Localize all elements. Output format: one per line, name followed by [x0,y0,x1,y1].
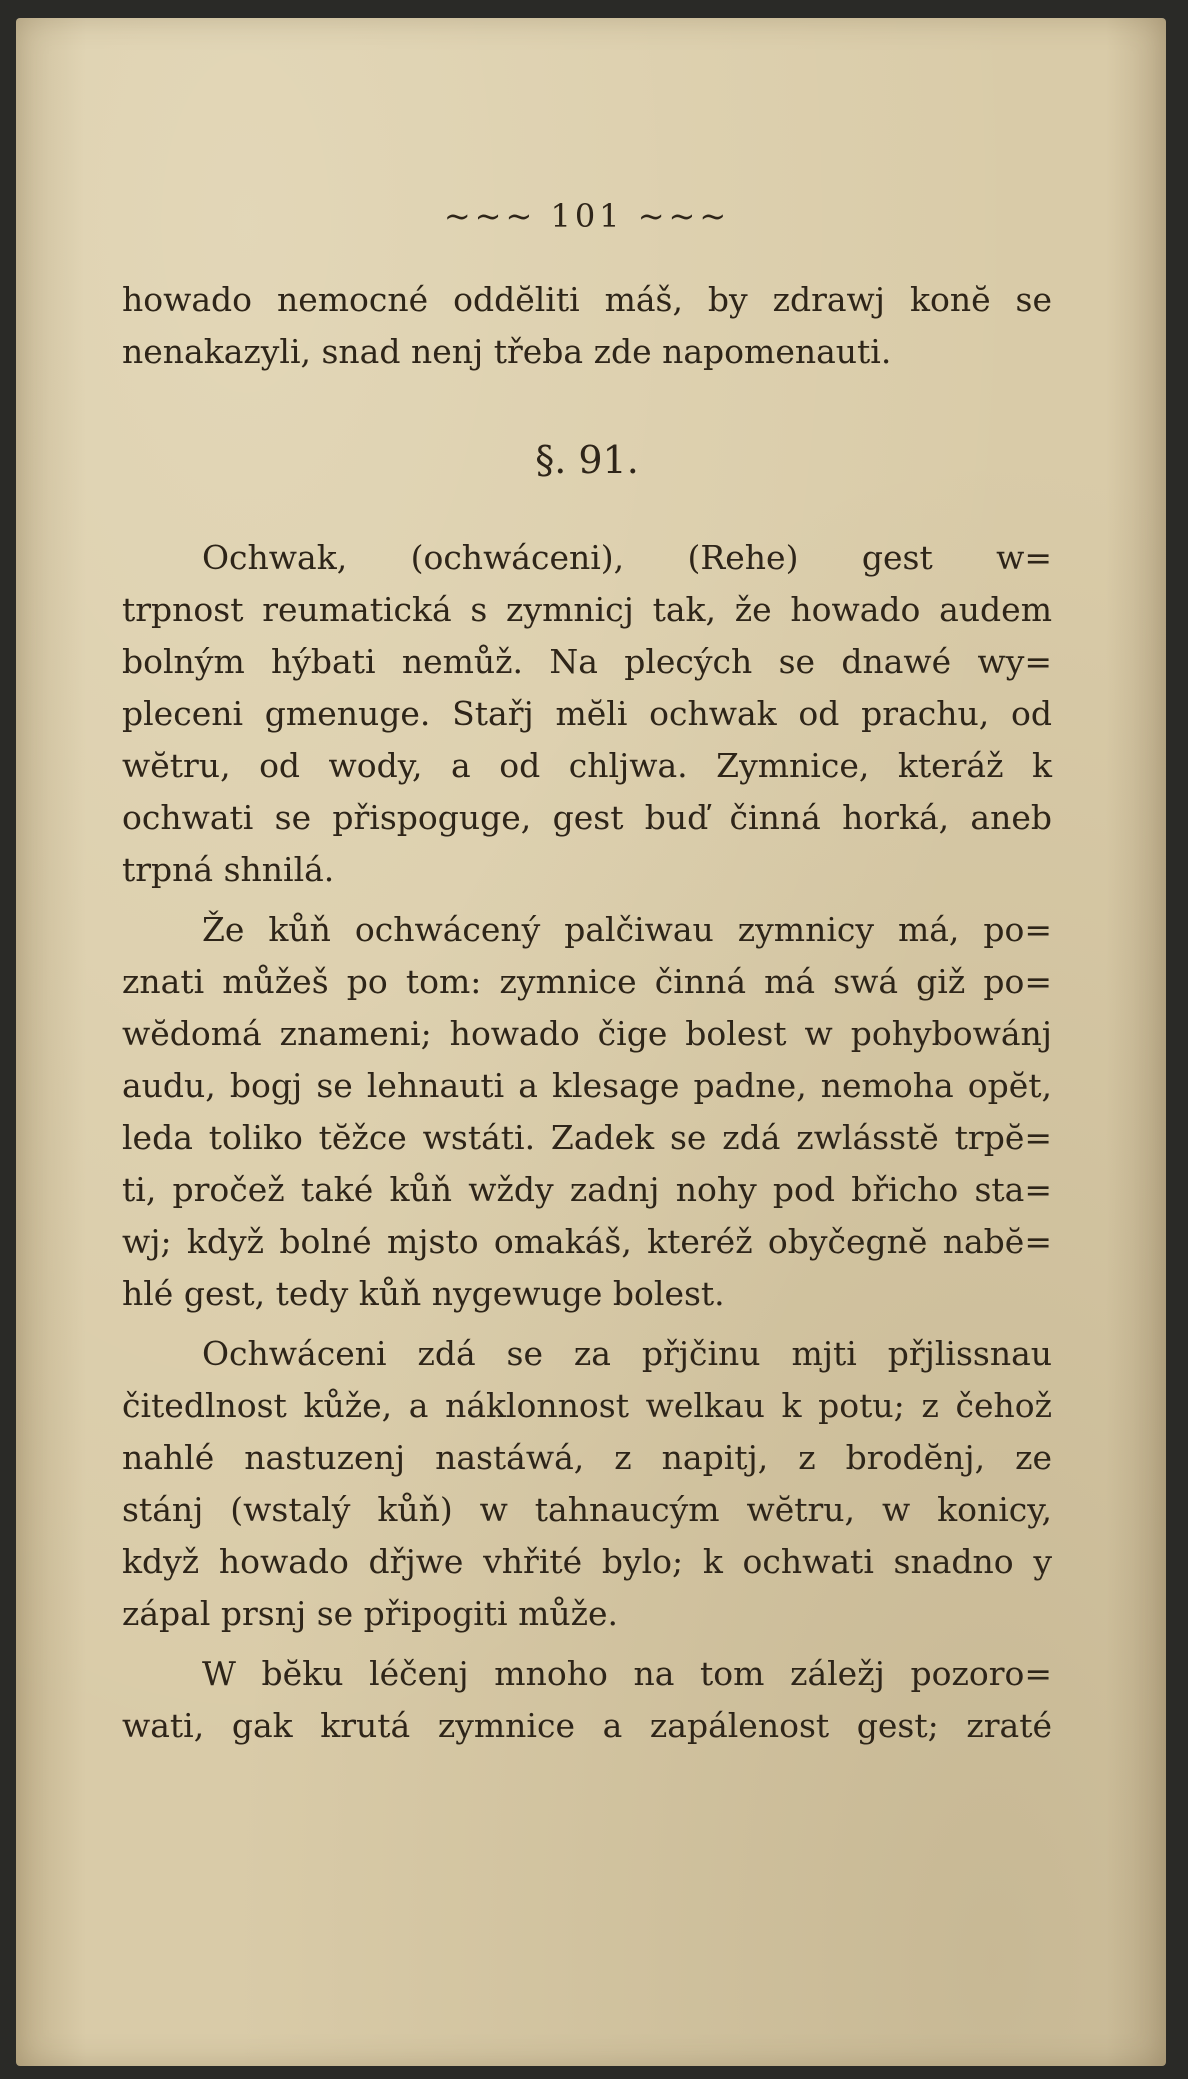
text-line: hlé gest, tedy kůň nygewuge bolest. [122,1274,725,1313]
paragraph-2 [122,904,1052,1320]
text-line: nahlé nastuzenj nastáwá, z napitj, z brodĕnj, ze [122,1438,1052,1477]
text-line: Ochwáceni zdá se za přjčinu mjti přjlissnau [202,1334,1052,1373]
text-line: trpnost reumatická s zymnicj tak, že howado audem [122,590,1052,629]
page-number: ~~~ 101 ~~~ [443,197,731,235]
text-line: wĕdomá znameni; howado čige bolest w pohybowánj [122,1014,1052,1053]
paragraph-1 [122,532,1052,896]
text-line: audu, bogj se lehnauti a klesage padne, nemoha opĕt, [122,1066,1052,1105]
section-heading: §. 91. [535,438,639,482]
text-line: wati, gak krutá zymnice a zapálenost gest; zraté [122,1706,1052,1745]
text-line: stánj (wstalý kůň) w tahnaucým wĕtru, w konicy, [122,1490,1052,1529]
page-text [122,190,1052,1752]
text-line: pleceni gmenuge. Stařj mĕli ochwak od prachu, od [122,694,1052,733]
paragraph-4 [122,1648,1052,1752]
text-line: nenakazyli, snad nenj třeba zde napomenauti. [122,332,892,371]
text-line: howado nemocné oddĕliti máš, by zdrawj konĕ se [122,280,1052,319]
text-line: Ochwak, (ochwáceni), (Rehe) gest w= [202,538,1052,577]
book-page [16,18,1166,2066]
text-line: ochwati se přispoguge, gest buď činná horká, aneb [122,798,1052,837]
text-line: wĕtru, od wody, a od chljwa. Zymnice, kteráž k [122,746,1052,785]
intro-paragraph [122,274,1052,378]
text-line: leda toliko tĕžce wstáti. Zadek se zdá zwlásstĕ trpĕ= [122,1118,1052,1157]
text-line: wj; když bolné mjsto omakáš, kteréž obyčegnĕ nabĕ= [122,1222,1052,1261]
text-line: ti, pročež také kůň wždy zadnj nohy pod břicho sta= [122,1170,1052,1209]
text-line: zápal prsnj se připogiti může. [122,1594,619,1633]
text-line: W bĕku léčenj mnoho na tom záležj pozoro= [202,1654,1052,1693]
text-line: trpná shnilá. [122,850,335,889]
text-line: čitedlnost kůže, a náklonnost welkau k potu; z čehož [122,1386,1052,1425]
text-line: znati můžeš po tom: zymnice činná má swá giž po= [122,962,1052,1001]
text-line: když howado dřjwe vhřité bylo; k ochwati snadno y [122,1542,1052,1581]
paragraph-3 [122,1328,1052,1640]
text-line: bolným hýbati nemůž. Na plecých se dnawé wy= [122,642,1052,681]
text-line: Že kůň ochwácený palčiwau zymnicy má, po= [202,910,1052,949]
